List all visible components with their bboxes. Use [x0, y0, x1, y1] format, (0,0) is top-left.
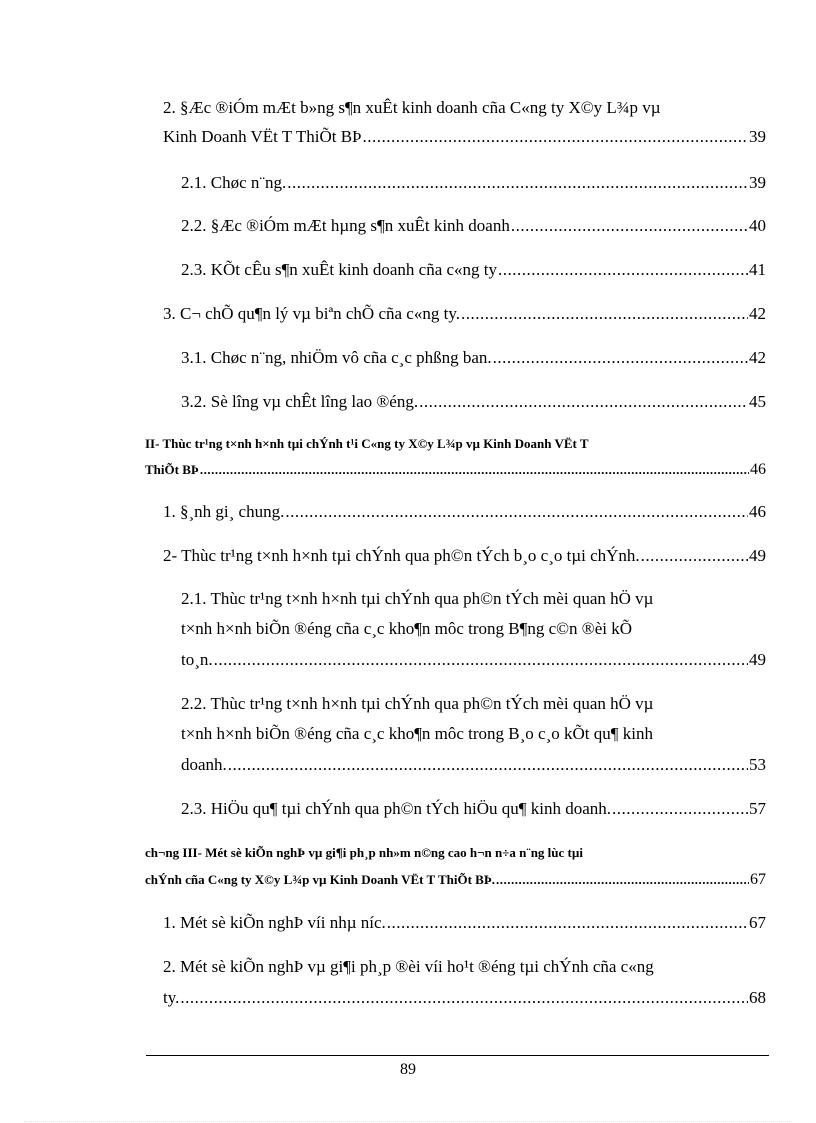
dot-leader [419, 390, 748, 413]
toc-entry-text: 2. Mét sè kiÕn nghÞ vµ gi¶i ph¸p ®èi víi ho¹t ®éng tµi chÝnh cña c«ng [163, 957, 654, 976]
toc-entry-text: ch¬ng III- Mét sè kiÕn nghÞ vµ gi¶i ph¸p nh»m n©ng cao h¬n n÷a n¨ng lùc tµi [145, 845, 583, 860]
toc-entry[interactable] [181, 171, 766, 194]
toc-page-number: 39 [749, 127, 766, 146]
toc-entry[interactable] [181, 258, 766, 281]
toc-entry[interactable] [163, 544, 766, 567]
toc-page-number: 41 [749, 260, 766, 279]
toc-page-number: 39 [749, 173, 766, 192]
dot-leader [363, 125, 748, 148]
toc-entry-text: II- Thùc tr¹ng t×nh h×nh tµi chÝnh t¹i C«ng ty X©y L¾p vµ Kinh Doanh VËt T [145, 436, 589, 451]
dot-leader [387, 911, 748, 934]
toc-entry[interactable] [181, 346, 766, 369]
toc-entry-text: t×nh h×nh biÕn ®éng cña c¸c kho¶n môc trong B¸o c¸o kÕt qu¶ kinh [181, 724, 653, 743]
dot-leader [498, 258, 748, 281]
toc-page-number: 49 [749, 650, 766, 669]
toc-entry-text: 2.1. Thùc tr¹ng t×nh h×nh tµi chÝnh qua ph©n tÝch mèi quan hÖ vµ [181, 589, 654, 608]
toc-page-number: 57 [749, 799, 766, 818]
toc-entry-text: 3.1. Chøc n¨ng, nhiÖm vô cña c¸c phßng ban. [181, 348, 492, 367]
dot-leader [612, 797, 748, 820]
toc-page-number: 42 [749, 304, 766, 323]
toc-entry[interactable] [181, 390, 766, 413]
toc-entry-text: chÝnh cña C«ng ty X©y L¾p vµ Kinh Doanh VËt T ThiÕt BÞ. [145, 872, 496, 887]
dot-leader [214, 648, 748, 671]
dot-leader [461, 302, 748, 325]
toc-entry-text: 2.3. KÕt cÊu s¶n xuÊt kinh doanh cña c«ng ty [181, 260, 498, 279]
toc-entry[interactable] [181, 587, 766, 671]
toc-page-number: 67 [750, 871, 766, 888]
dot-leader [511, 214, 748, 237]
toc-page-number: 46 [750, 461, 766, 478]
toc-entry-text: t×nh h×nh biÕn ®éng cña c¸c kho¶n môc trong B¶ng c©n ®èi kÕ [181, 619, 633, 638]
page-number: 89 [400, 1061, 416, 1078]
footer-rule [146, 1055, 769, 1056]
dot-leader [180, 986, 748, 1009]
dot-leader [641, 544, 748, 567]
toc-entry-text: Kinh Doanh VËt T ThiÕt BÞ [163, 127, 362, 146]
toc-entry[interactable] [181, 692, 766, 776]
dot-leader [493, 346, 748, 369]
toc-page-number: 68 [749, 988, 766, 1007]
toc-entry-text: ty. [163, 988, 180, 1007]
page-bottom-edge [24, 1121, 792, 1122]
toc-page-number: 42 [749, 348, 766, 367]
toc-entry-text: 3. C¬ chÕ qu¶n lý vµ biªn chÕ cña c«ng ty. [163, 304, 460, 323]
toc-entry[interactable] [181, 214, 766, 237]
toc-entry[interactable] [145, 432, 766, 480]
toc-entry[interactable] [163, 911, 766, 934]
toc-entry[interactable] [181, 797, 766, 820]
toc-entry-text: ThiÕt BÞ [145, 462, 199, 477]
toc-entry-text: 2.3. HiÖu qu¶ tµi chÝnh qua ph©n tÝch hiÖu qu¶ kinh doanh. [181, 799, 612, 818]
toc-entry-text: doanh. [181, 755, 227, 774]
toc-entry-text: 2.2. Thùc tr¹ng t×nh h×nh tµi chÝnh qua ph©n tÝch mèi quan hÖ vµ [181, 694, 654, 713]
toc-entry[interactable] [163, 302, 766, 325]
dot-leader [285, 500, 748, 523]
dot-leader [496, 868, 749, 891]
toc-entry-text: 2. §Æc ®iÓm mÆt b»ng s¶n xuÊt kinh doanh cña C«ng ty X©y L¾p vµ [163, 98, 661, 117]
toc-page-number: 53 [749, 755, 766, 774]
dot-leader [228, 753, 748, 776]
toc-entry-text: 2.2. §Æc ®iÓm mÆt hµng s¶n xuÊt kinh doanh [181, 216, 510, 235]
toc-entry[interactable] [163, 955, 766, 1011]
toc-page-number: 40 [749, 216, 766, 235]
toc-entry-text: 1. §¸nh gi¸ chung. [163, 502, 285, 521]
dot-leader [200, 458, 749, 481]
dot-leader [287, 171, 748, 194]
toc-entry[interactable] [163, 96, 766, 152]
toc-page-number: 46 [749, 502, 766, 521]
toc-entry-text: 2.1. Chøc n¨ng. [181, 173, 287, 192]
toc-page-number: 49 [749, 546, 766, 565]
toc-entry-text: 3.2. Sè lîng vµ chÊt lîng lao ®éng. [181, 392, 419, 411]
toc-entry-text: 1. Mét sè kiÕn nghÞ víi nhµ níc. [163, 913, 386, 932]
toc-entry-text: to¸n. [181, 650, 213, 669]
toc-entry-text: 2- Thùc tr¹ng t×nh h×nh tµi chÝnh qua ph©n tÝch b¸o c¸o tµi chÝnh. [163, 546, 640, 565]
toc-page-number: 45 [749, 392, 766, 411]
toc-page-number: 67 [749, 913, 766, 932]
toc-entry[interactable] [145, 841, 766, 891]
toc-entry[interactable] [163, 500, 766, 523]
